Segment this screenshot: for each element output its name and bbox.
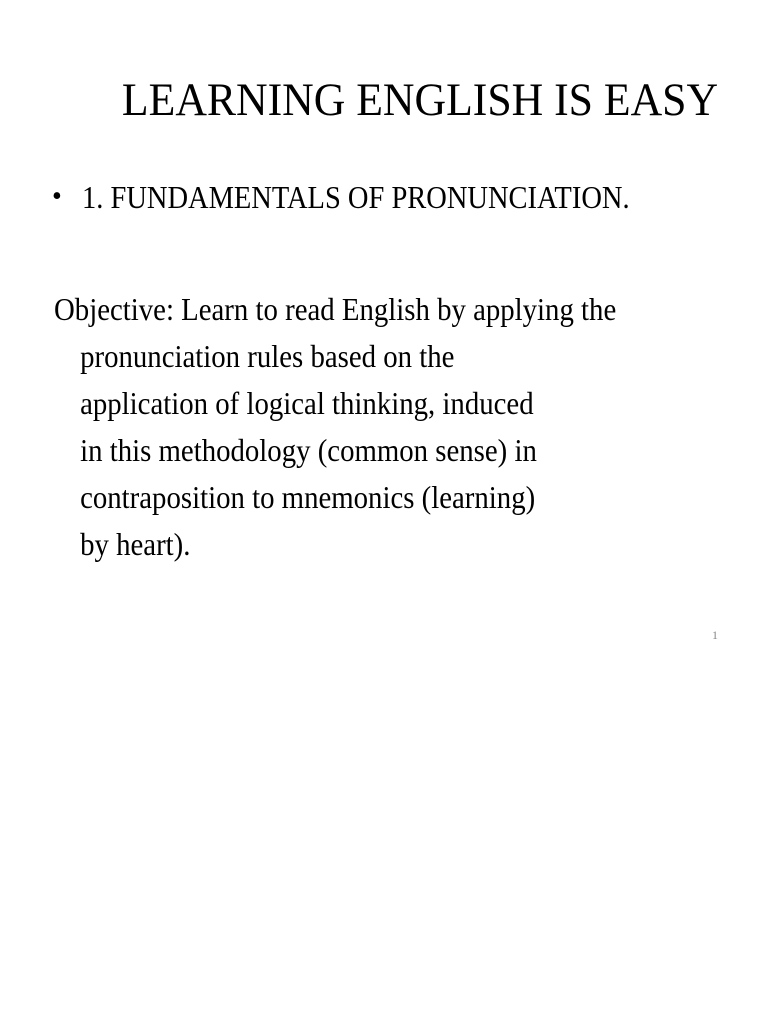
slide-title: LEARNING ENGLISH IS EASY [121, 74, 719, 126]
objective-paragraph [54, 286, 734, 568]
objective-line: Objective: Learn to read English by applying the [54, 291, 617, 327]
objective-line: pronunciation rules based on the [80, 338, 455, 374]
page-number: 1 [712, 628, 718, 642]
objective-line: contraposition to mnemonics (learning) [80, 479, 536, 515]
objective-line: by heart). [80, 526, 191, 562]
bullet-marker: • [52, 181, 62, 212]
objective-line: in this methodology (common sense) in [80, 432, 537, 468]
bullet-item [52, 175, 752, 219]
bullet-text: 1. FUNDAMENTALS OF PRONUNCIATION. [82, 179, 630, 215]
objective-line: application of logical thinking, induced [80, 385, 534, 421]
